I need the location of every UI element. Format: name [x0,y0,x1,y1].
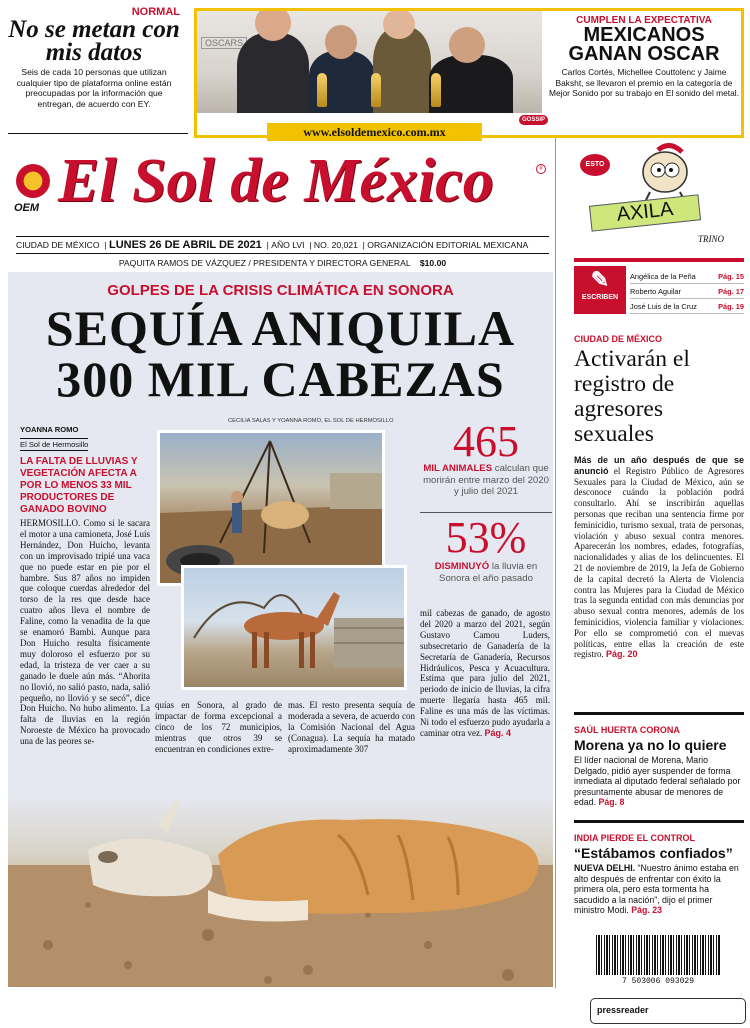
org: ORGANIZACIÓN EDITORIAL MEXICANA [367,240,529,250]
side-story-page-ref: Pág. 20 [606,649,638,660]
side-story-lead: NUEVA DELHI. [574,863,636,873]
barcode-number: 7 503006 093029 [621,977,694,986]
teaser-body: Seis de cada 10 personas que utilizan cualquier tipo de plataforma online están preocupadas por la información que entregan, de acuerdo con EY. [16,67,172,109]
stat-animals [420,417,552,498]
stat-rain [420,512,552,584]
date-bar: CIUDAD DE MÉXICO | LUNES 26 DE ABRIL DE 2021 | AÑO LVI | NO. 20,021 | ORGANIZACIÓN EDITORIAL MEXICANA [16,236,549,254]
photo-credit: CECILIA SALAS Y YOANNA ROMO, EL SOL DE HERMOSILLO [228,418,394,424]
stat-animals-text: calculan que morirán entre marzo del 2020 y julio del 2021 [423,463,549,497]
teaser-headline: No se metan con mis datos [8,16,180,66]
issue: NO. 20,021 [313,240,358,250]
website-url[interactable]: www.elsoldemexico.com.mx [267,123,482,141]
oscar-headline: MEXICANOS GANAN OSCAR [568,24,720,65]
side-story-india[interactable] [574,820,744,916]
registered-icon: ® [536,164,546,174]
oscar-banner[interactable] [194,8,744,138]
divider [8,133,188,134]
sun-logo-icon [16,164,50,198]
headline-line-1: SEQUÍA ANIQUILA [45,300,516,356]
cartoon-author: TRINO [698,234,725,244]
main-headline[interactable] [8,300,553,407]
cartoon-axila[interactable] [580,142,745,254]
escriben-label: ESCRIBEN [581,294,619,301]
side-story-headline: Morena ya no lo quiere [574,737,727,753]
columnist-name: José Luis de la Cruz [630,302,697,311]
columnist-name: Roberto Aguilar [630,287,681,296]
story-page-ref[interactable]: Pág. 4 [484,727,511,738]
columnist-page: Pág. 19 [718,302,744,311]
esto-badge: ESTO [580,154,610,176]
oscar-photo-label: OSCARS [201,37,247,49]
source: El Sol de Hermosillo [20,440,89,449]
teaser-tag: NORMAL [131,6,180,18]
barcode-bars [596,935,720,975]
side-story-kicker: CIUDAD DE MÉXICO [574,334,663,344]
side-story-body [574,455,744,660]
pressreader-badge[interactable] [590,998,746,1024]
teaser-privacy[interactable] [8,6,180,130]
year: AÑO LVI [271,240,305,250]
side-story-page-ref: Pág. 23 [631,905,663,916]
stat-animals-bold: MIL ANIMALES [423,463,493,474]
side-story-body [574,755,744,808]
side-story-text: “Nuestro ánimo estaba en alto después de enfrentar con éxito la primera ola, pero esta tormenta ha sacudido a la nación”, dijo el primer ministro Modi. [574,863,739,916]
side-story-kicker: INDIA PIERDE EL CONTROL [574,833,696,843]
side-story-text: El líder nacional de Morena, Mario Delgado, pidió ayer suspender de forma inmediata al diputado federal señalado por presuntamente abusar de menores de edad. [574,755,741,808]
story-column-4-text: mil cabezas de ganado, de agosto del 2020 a marzo del 2021, según Gustavo Camou Luders, subsecretario de Ganadería de la Secretaría de Ganadería, Recursos Hidráulicos, Pesca y Acuacultura. Estima que para julio del 2021, periodo de inicio de lluvias, la cifra muerte llegaría hasta 465 mil. Faline es una más de las víctimas. Ni todo el esfuerzo pudo ayudarla a caminar otra vez. [420,608,550,738]
columnist-page: Pág. 15 [718,272,744,281]
byline [20,425,150,452]
side-story-text: el Registro Público de Agresores Sexuales para la Ciudad de México, aún se desconoce cuándo la población podrá consultarlo. Ahí se inscribirán aquellas personas que reciban una sentencia firme por feminicidio, turismo sexual, trata de personas, violación y abuso sexual contra menores. Aparecerán los nombres, edades, fotografías, nacionalidades y alias de los delincuentes. El 21 de noviembre de 2019, la Jefa de Gobierno de la capital decretó la Alerta de Violencia contra las Mujeres para la Ciudad de México tras la segunda entidad con más denuncias por abuso sexual contra menores, además de los feminicidios, violencia familiar y violaciones. Por ello se comprometió con el nuevas políticas, entre ellas la creación de este registro. [574,465,745,660]
pressreader-logo: pressreader [597,1005,649,1015]
tripod-cow-photo [157,430,385,586]
headline-line-2: 300 MIL CABEZAS [56,351,505,407]
date: LUNES 26 DE ABRIL DE 2021 [108,239,262,251]
side-story-page-ref: Pág. 8 [598,797,625,808]
main-kicker: GOLPES DE LA CRISIS CLIMÁTICA EN SONORA [107,282,454,299]
escriben-logo [574,266,626,314]
director: PAQUITA RAMOS DE VÁZQUEZ / PRESIDENTA Y DIRECTORA GENERAL [118,258,411,268]
column-divider [555,138,556,988]
columnist-row[interactable] [630,270,744,284]
pen-icon: ✎ [590,267,610,292]
columnist-row[interactable] [630,285,744,299]
columnist-row[interactable] [630,300,744,314]
columnist-name: Angélica de la Peña [630,272,696,281]
story-column-2: quías en Sonora, al grado de impactar de forma excepcional a cinco de los 72 municipios, mientras que otros 39 se encuentran en condiciones extre- [155,700,282,754]
newspaper-title[interactable]: El Sol de México [58,147,494,215]
oscar-kicker: CUMPLEN LA EXPECTATIVA [576,15,712,26]
columnist-page: Pág. 17 [718,287,744,296]
stat-rain-number: 53% [445,513,527,562]
story-column-1: HERMOSILLO. Como si le sacara el motor a una camioneta, José Luis Hernández, Don Huicho, levanta con un improvisado tripié una vaca que no puede estar en pie por el hambre. Sus 87 años no impiden que coloque cuerdas alrededor del torso de la res que desde hace cuatro años lleva el nombre de Faline, como la venadita de la que se enamoró Bambi. Aunque para Don Huicho resulta físicamente muy doloroso el esfuerzo por su edad, la tristeza de ver caer a su ganado le duele aún más. “Ahorita no llovió, no salió pasto, nada, salió pequeño, no llovió y se secó”, dice Don Huicho. No hubo alimento. La falta de lluvias en la región Noroeste de México ha provocado una de las peores se- [20,518,150,747]
side-story-registry[interactable] [574,334,744,660]
oscar-photo [197,11,542,113]
side-story-morena[interactable] [574,712,744,808]
stat-animals-number: 465 [453,417,519,466]
side-story-lead: Más de un año después de que se anunció [574,455,744,476]
side-story-headline: Activarán el registro de agresores sexuales [574,346,690,447]
horse-photo [181,565,407,690]
story-column-4 [420,608,550,739]
story-deck: LA FALTA DE LLUVIAS Y VEGETACIÓN AFECTA A POR LO MENOS 33 MIL PRODUCTORES DE GANADO BOVINO [20,456,138,515]
oem-logo: OEM [14,202,40,214]
price: $10.00 [419,258,447,268]
side-story-kicker: SAÚL HUERTA CORONA [574,725,680,735]
side-story-body [574,863,744,916]
director-line [16,258,549,270]
gossip-badge: GOSSIP [519,115,548,125]
oscar-body: Carlos Cortés, Michellee Couttolenc y Jaime Baksht, se llevaron el premio en la categoría de Mejor Sonido por su trabajo en El sonido del metal. [549,67,739,98]
author: YOANNA ROMO [20,425,79,434]
cartoon-title: AXILA [589,194,701,231]
city: CIUDAD DE MÉXICO [16,240,100,250]
columnists-box [574,258,744,314]
barcode [588,935,728,987]
side-story-headline: “Estábamos confiados” [574,845,733,861]
dead-cow-photo [8,795,553,987]
story-column-3: mas. El resto presenta sequía de moderada a severa, de acuerdo con la Comisión Nacional del Agua (Conagua). La sequía ha matado aproximadamente 307 [288,700,415,754]
stat-rain-text: la lluvia en Sonora el año pasado [439,561,538,584]
stat-rain-bold: DISMINUYÓ [434,561,490,572]
